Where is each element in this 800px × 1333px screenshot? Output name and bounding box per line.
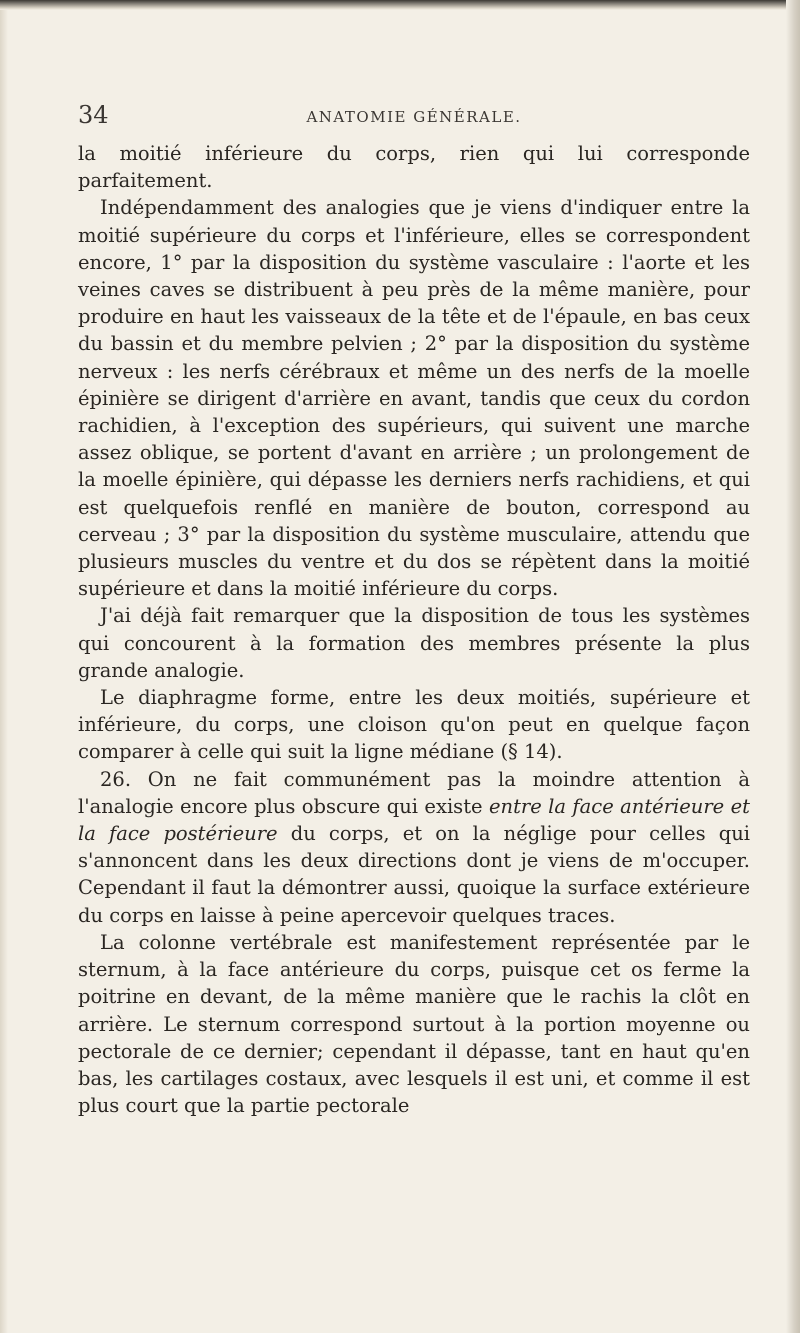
section-26-text-start: 26. On ne fait communément pas la moindre attention à l'analogie encore plus obscure qui existe bbox=[78, 767, 750, 818]
page-number: 34 bbox=[78, 101, 109, 129]
page-top-edge bbox=[0, 0, 800, 10]
paragraph-vascular-nervous: Indépendamment des analogies que je viens d'indiquer entre la moitié supérieure du corps et l'inférieure, elles se correspondent encore, 1° par la disposition du système vasculaire : l'aorte et les veines caves se distribuent à peu près de la même manière, pour produire en haut les vaisseaux de la tête et de l'épaule, en bas ceux du bassin et du membre pelvien ; 2° par la disposition du système nerveux : les nerfs cérébraux et même un des nerfs de la moelle épinière se dirigent d'arrière en avant, tandis que ceux du cordon rachidien, à l'exception des supérieurs, qui suivent une marche assez oblique, se portent d'avant en arrière ; un prolongement de la moelle épinière, qui dépasse les derniers nerfs rachidiens, et qui est quelquefois renflé en manière de bouton, correspond au cerveau ; 3° par la disposition du système musculaire, attendu que plusieurs muscles du ventre et du dos se répètent dans la moitié supérieure et dans la moitié inférieure du corps. bbox=[78, 196, 750, 601]
body-text bbox=[78, 140, 750, 1119]
paragraph-members: J'ai déjà fait remarquer que la disposition de tous les systèmes qui concourent à la formation des membres présente la plus grande analogie. bbox=[78, 604, 750, 682]
paragraph-diaphragm: Le diaphragme forme, entre les deux moitiés, supérieure et inférieure, du corps, une cloison qu'on peut en quelque façon comparer à celle qui suit la ligne médiane (§ 14). bbox=[78, 686, 750, 764]
page-header bbox=[78, 98, 750, 132]
page-left-edge bbox=[0, 0, 8, 1333]
paragraph-continued: la moitié inférieure du corps, rien qui lui corresponde parfaitement. bbox=[78, 142, 750, 193]
paragraph-vertebral-column: La colonne vertébrale est manifestement représentée par le sternum, à la face antérieure du corps, puisque cet os ferme la poitrine en devant, de la même manière que le rachis la clôt en arrière. Le sternum correspond surtout à la portion moyenne ou pectorale de ce dernier; cependant il dépasse, tant en haut qu'en bas, les cartilages costaux, avec lesquels il est uni, et comme il est plus court que la partie pectorale bbox=[78, 930, 750, 1118]
book-page bbox=[78, 98, 750, 1119]
page-right-edge bbox=[786, 0, 800, 1333]
paragraph-section-26 bbox=[78, 766, 750, 929]
section-26-italic-phrase: entre la face antérieure et la face postérieure bbox=[78, 794, 750, 846]
section-26-text-end: du corps, et on la néglige pour celles qui s'annoncent dans les deux directions dont je viens de m'occuper. Cependant il faut la démontrer aussi, quoique la surface extérieure du corps en laisse à peine apercevoir quelques traces. bbox=[78, 822, 750, 927]
running-head: ANATOMIE GÉNÉRALE. bbox=[306, 108, 522, 126]
